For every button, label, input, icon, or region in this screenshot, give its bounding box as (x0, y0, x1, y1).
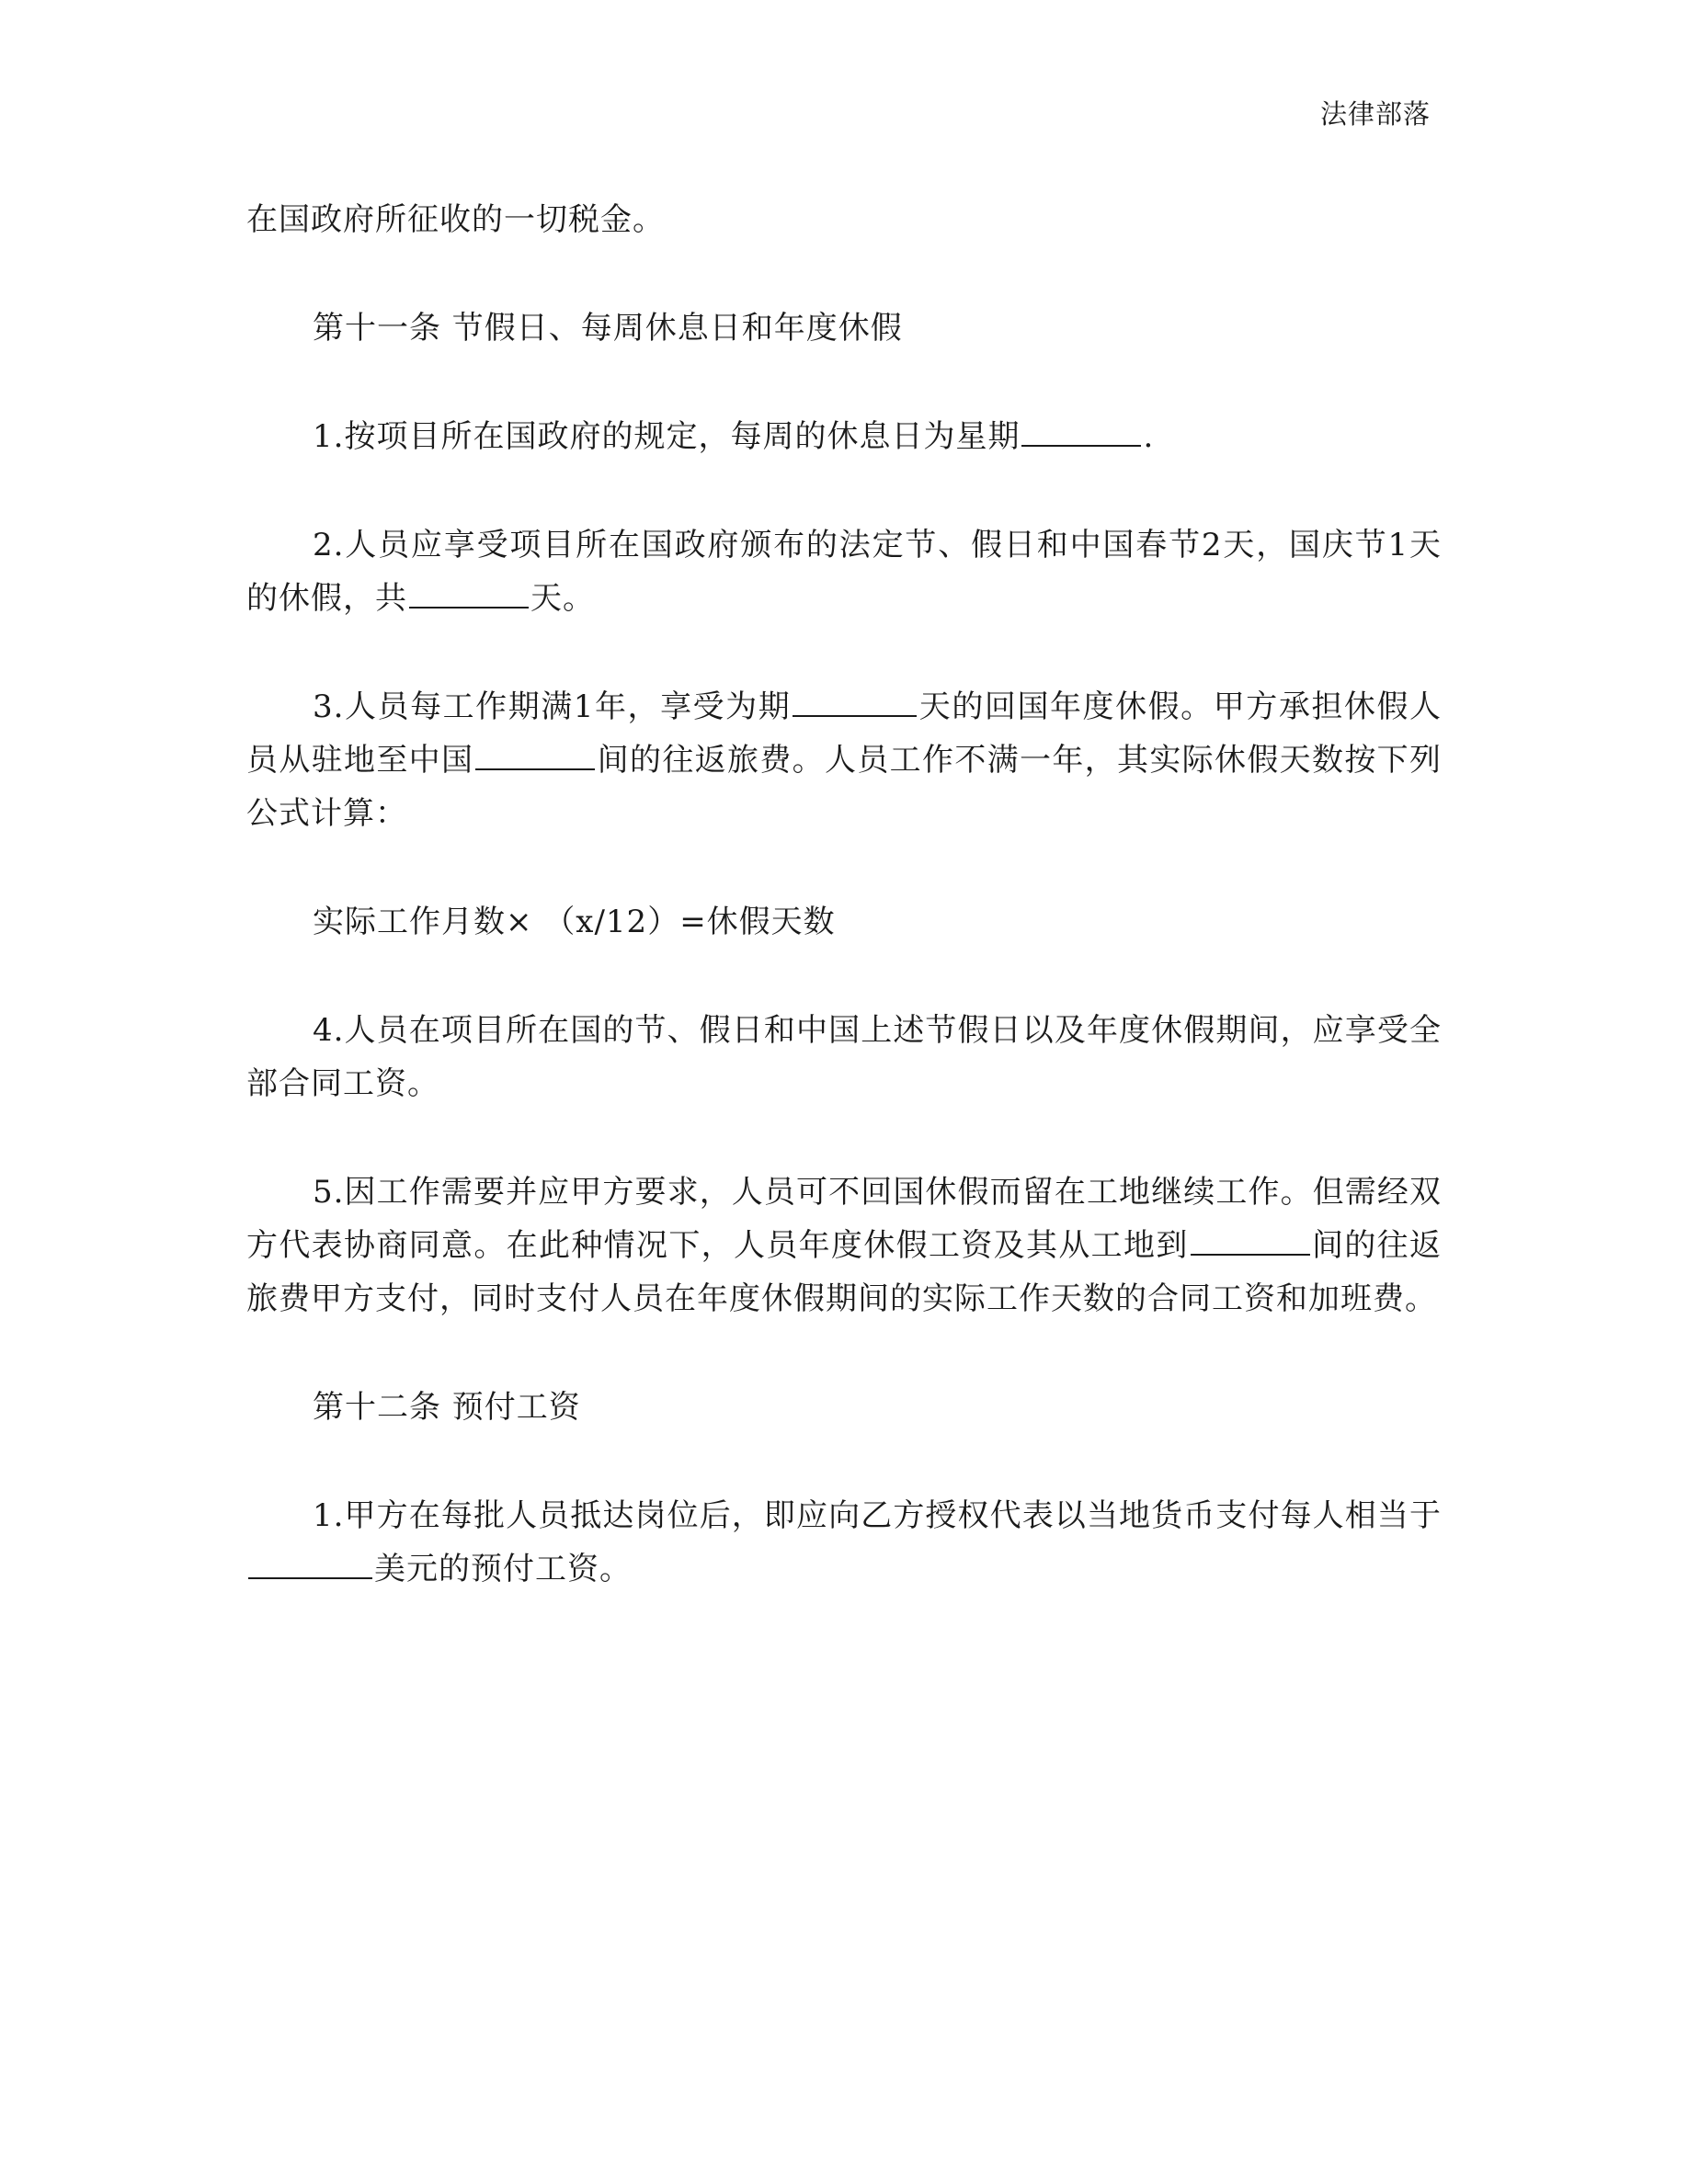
article-11-clause-4: 4.人员在项目所在国的节、假日和中国上述节假日以及年度休假期间，应享受全部合同工资。 (246, 1012, 1442, 1102)
header-site-name: 法律部落 (1319, 98, 1431, 130)
paragraph-tax-continuation: 在国政府所征收的一切税金。 (246, 201, 665, 238)
article-12-clause-1 (246, 1489, 1442, 1596)
fill-in-blank (248, 1546, 372, 1579)
clause-text: . (1143, 418, 1155, 455)
fill-in-blank (409, 575, 529, 609)
vacation-formula: 实际工作月数× （x/12）=休假天数 (313, 904, 836, 940)
fill-in-blank (475, 737, 595, 770)
clause-text: 天。 (530, 580, 595, 617)
clause-text: 天的回国年度休假。甲方承担休假人员从驻地至中国 (246, 688, 1442, 779)
fill-in-blank (1021, 414, 1141, 447)
fill-in-blank (793, 684, 917, 717)
clause-text: 间的往返旅费。人员工作不满一年，其实际休假天数按下列公式计算： (246, 742, 1443, 832)
clause-text: 美元的预付工资。 (374, 1551, 632, 1587)
article-11-clause-5 (246, 1166, 1442, 1325)
article-11-clause-1 (246, 410, 1442, 463)
article-12-title: 第十二条 预付工资 (313, 1389, 581, 1426)
document-body (246, 193, 1442, 1651)
clause-text: 3.人员每工作期满1年，享受为期 (313, 688, 792, 725)
clause-text: 1.按项目所在国政府的规定，每周的休息日为星期 (313, 418, 1021, 455)
clause-text: 2.人员应享受项目所在国政府颁布的法定节、假日和中国春节2天，国庆节1天的休假，共 (246, 527, 1442, 617)
clause-text: 间的往返旅费甲方支付，同时支付人员在年度休假期间的实际工作天数的合同工资和加班费。 (246, 1227, 1443, 1317)
clause-text: 1.甲方在每批人员抵达岗位后，即应向乙方授权代表以当地货币支付每人相当于 (313, 1497, 1442, 1534)
article-11-title: 第十一条 节假日、每周休息日和年度休假 (313, 310, 903, 347)
fill-in-blank (1191, 1223, 1310, 1256)
clause-text: 5.因工作需要并应甲方要求，人员可不回国休假而留在工地继续工作。但需经双方代表协商同意。在此种情况下，人员年度休假工资及其从工地到 (246, 1174, 1442, 1264)
article-11-clause-3 (246, 680, 1442, 840)
article-11-clause-2 (246, 518, 1442, 625)
